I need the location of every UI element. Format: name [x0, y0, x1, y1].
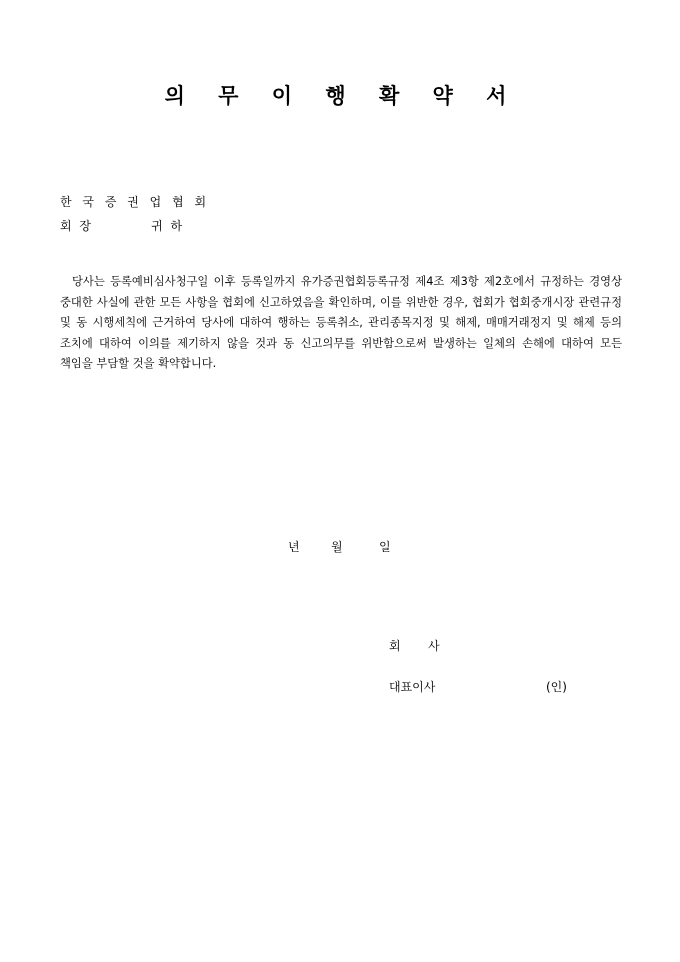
signature-seal-label: (인) — [546, 680, 567, 694]
signature-ceo-label: 대표이사 — [389, 680, 436, 694]
signature-company-label: 회 사 — [389, 639, 444, 653]
date-day-label: 일 — [379, 540, 391, 554]
recipient-addressee: 회 장 귀 하 — [60, 219, 185, 233]
recipient-organization: 한 국 증 권 업 협 회 — [60, 195, 210, 209]
date-year-label: 년 — [288, 540, 300, 554]
document-title: 의 무 이 행 확 약 서 — [164, 83, 516, 108]
date-month-label: 월 — [331, 540, 343, 554]
pledge-body-text: 당사는 등록예비심사청구일 이후 등록일까지 유가증권협회등록규정 제4조 제3항 제2호에서 규정하는 경영상 중대한 사실에 관한 모든 사항을 협회에 신고하였음을 확인하며, 이를 위반한 경우, 협회가 협회중개시장 관련규정 및 동 시행세칙에 근거하여 당사에 대하여 행하는 등록취소, 관리종목지정 및 해제, 매매거래정지 및 해제 등의 조치에 대하여 이의를 제기하지 않을 것과 동 신고의무를 위반함으로써 발생하는 일체의 손해에 대하여 모든 책임을 부담할 것을 확약합니다. — [60, 275, 622, 370]
